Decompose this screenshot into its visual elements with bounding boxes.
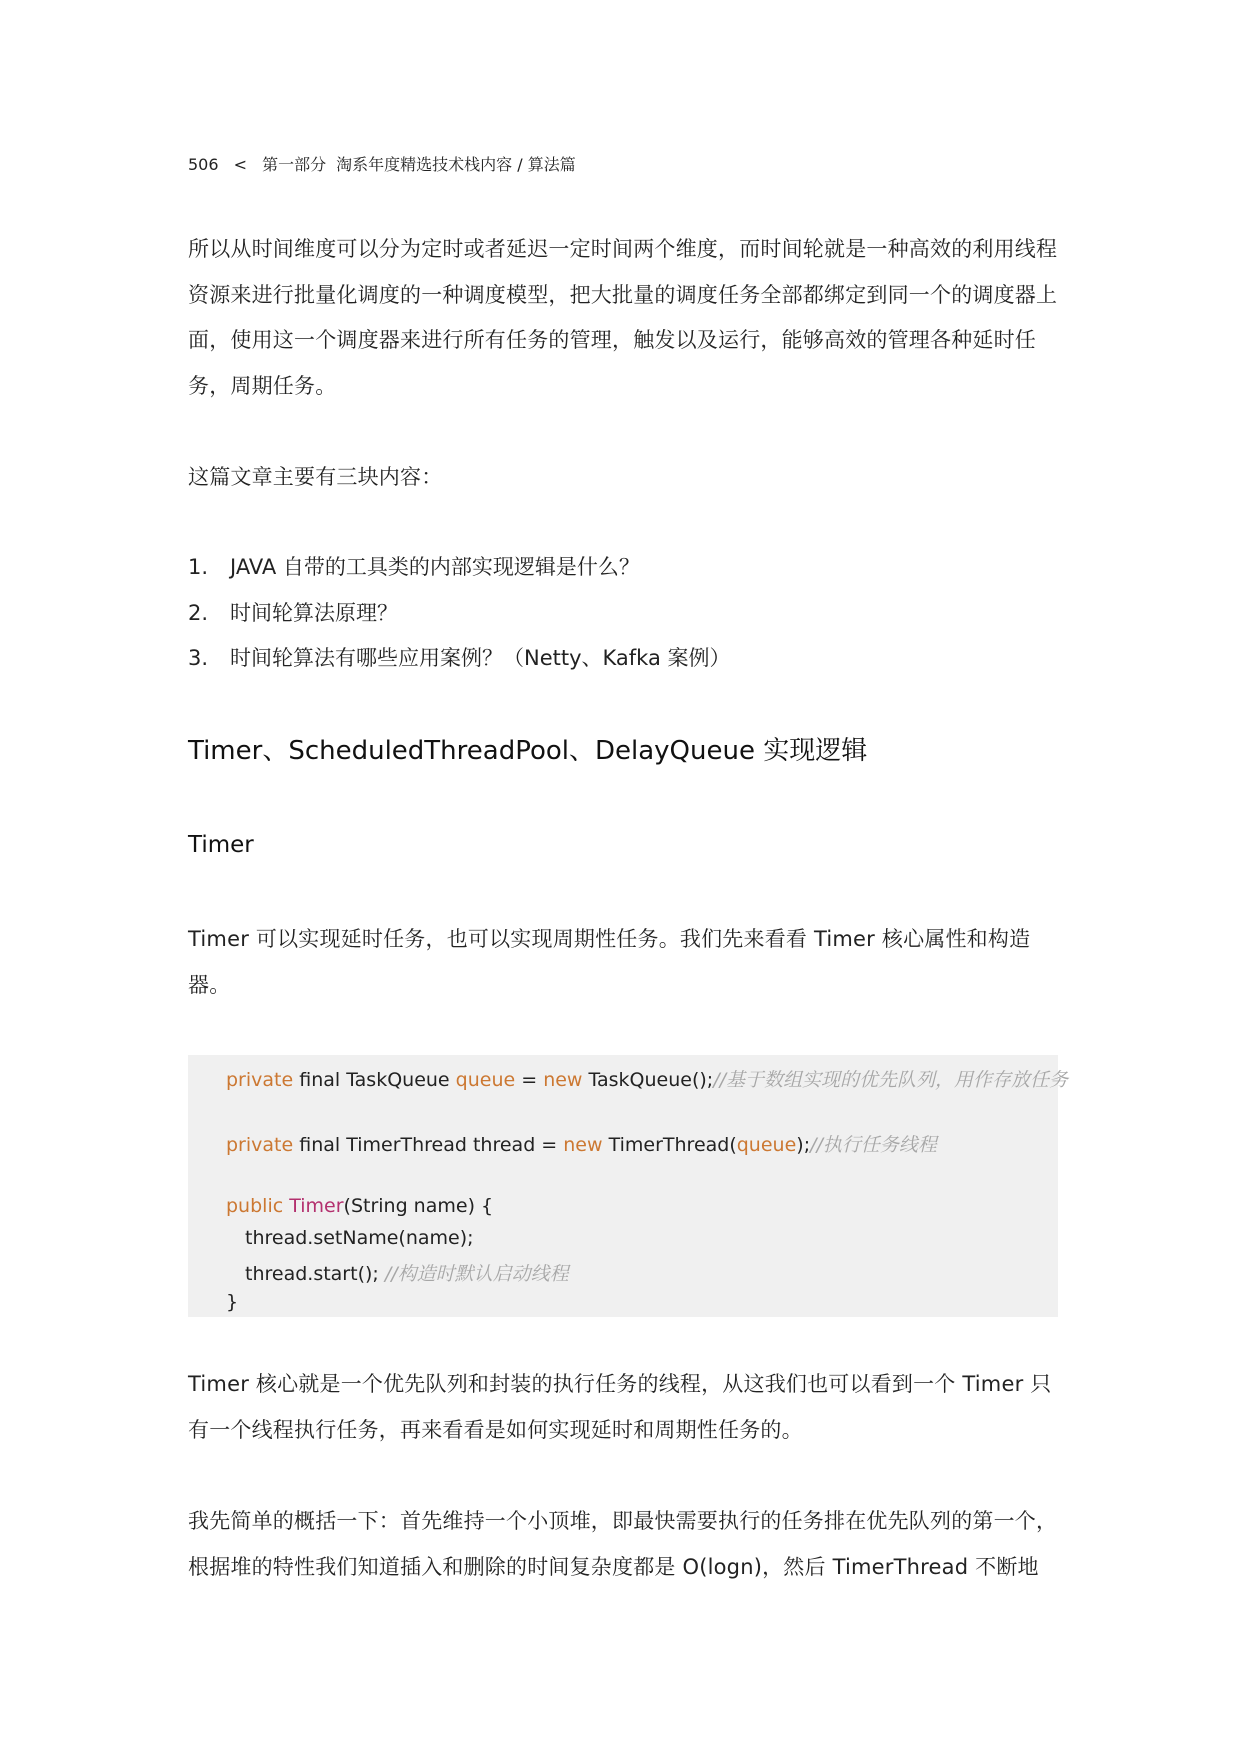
code-line: thread.setName(name); (245, 1227, 474, 1249)
code-line: } (226, 1291, 239, 1313)
timer-intro-paragraph: Timer 可以实现延时任务，也可以实现周期性任务。我们先来看看 Timer 核心属性和构造器。 (188, 927, 1031, 997)
detail-paragraph: 我先简单的概括一下：首先维持一个小顶堆，即最快需要执行的任务排在优先队列的第一个，根据堆的特性我们知道插入和删除的时间复杂度都是 O(logn)，然后 TimerThread 不断地 (188, 1509, 1058, 1579)
list-text: JAVA 自带的工具类的内部实现逻辑是什么？ (230, 555, 640, 579)
outline-lead: 这篇文章主要有三块内容： (188, 465, 443, 489)
subsection-heading: Timer (188, 832, 254, 858)
list-item (188, 545, 1058, 591)
summary-paragraph: Timer 核心就是一个优先队列和封装的执行任务的线程，从这我们也可以看到一个 Timer 只有一个线程执行任务，再来看看是如何实现延时和周期性任务的。 (188, 1372, 1052, 1442)
header-separator: < (233, 155, 248, 174)
page-number: 506 (188, 155, 219, 174)
code-line: public Timer(String name) { (226, 1195, 494, 1217)
outline-list (188, 545, 1058, 682)
header-part: 第一部分 (262, 155, 327, 174)
list-number: 3. (188, 646, 209, 670)
list-item (188, 636, 1058, 682)
code-line: thread.start(); //构造时默认启动线程 (245, 1263, 569, 1285)
intro-paragraph: 所以从时间维度可以分为定时或者延迟一定时间两个维度，而时间轮就是一种高效的利用线程资源来进行批量化调度的一种调度模型，把大批量的调度任务全部都绑定到同一个的调度器上面，使用这一个调度器来进行所有任务的管理，触发以及运行，能够高效的管理各种延时任务，周期任务。 (188, 237, 1058, 398)
list-text: 时间轮算法有哪些应用案例？（Netty、Kafka 案例） (230, 646, 731, 670)
header-section: 淘系年度精选技术栈内容 / 算法篇 (336, 155, 576, 174)
running-header (188, 152, 586, 175)
list-number: 2. (188, 600, 209, 625)
section-heading: Timer、ScheduledThreadPool、DelayQueue 实现逻辑 (188, 736, 868, 766)
code-line: private final TaskQueue queue = new TaskQueue();//基于数组实现的优先队列，用作存放任务 (226, 1069, 1068, 1091)
code-block (188, 1055, 1068, 1317)
list-text: 时间轮算法原理？ (230, 600, 398, 625)
list-number: 1. (188, 555, 209, 579)
list-item (188, 591, 1058, 637)
code-line: private final TimerThread thread = new TimerThread(queue);//执行任务线程 (226, 1134, 937, 1156)
